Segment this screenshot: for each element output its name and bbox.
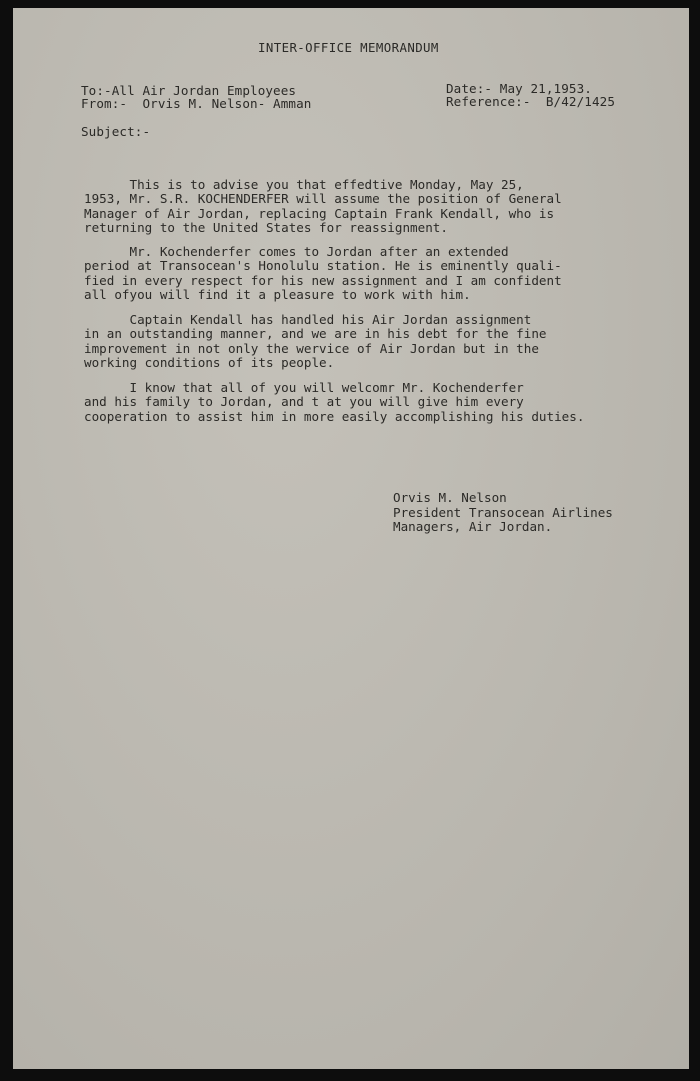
- body-line: This is to advise you that effedtive Monday, May 25,: [84, 177, 524, 192]
- memo-from: From:- Orvis M. Nelson- Amman: [81, 96, 312, 111]
- body-line: and his family to Jordan, and t at you will give him every: [84, 394, 524, 410]
- signature-name: Orvis M. Nelson: [393, 490, 507, 505]
- body-line: period at Transocean's Honolulu station. He is eminently quali-: [84, 258, 562, 274]
- memo-title: INTER-OFFICE MEMORANDUM: [258, 40, 439, 55]
- signature-block: [393, 491, 613, 535]
- memo-subject: Subject:-: [81, 124, 151, 139]
- body-line: working conditions of its people.: [84, 354, 335, 370]
- body-line: I know that all of you will welcomr Mr. Kochenderfer: [84, 380, 524, 395]
- body-line: cooperation to assist him in more easily accomplishing his duties.: [84, 408, 585, 424]
- body-line: 1953, Mr. S.R. KOCHENDERFER will assume the position of General: [84, 191, 562, 207]
- signature-title: President Transocean Airlines: [393, 504, 613, 520]
- body-paragraph-1: [84, 178, 644, 235]
- memo-to: To:-All Air Jordan Employees: [81, 83, 297, 98]
- body-line: Captain Kendall has handled his Air Jordan assignment: [84, 312, 532, 327]
- memo-paper: [13, 8, 689, 1069]
- memo-reference: Reference:- B/42/1425: [446, 94, 616, 109]
- body-line: fied in every respect for his new assignment and I am confident: [84, 272, 562, 288]
- body-paragraph-2: [84, 245, 644, 302]
- body-paragraph-4: [84, 381, 644, 424]
- body-paragraph-3: [84, 313, 644, 370]
- signature-title-2: Managers, Air Jordan.: [393, 519, 553, 534]
- body-line: all ofyou will find it a pleasure to work with him.: [84, 286, 471, 302]
- memo-date: Date:- May 21,1953.: [446, 81, 592, 96]
- body-line: Mr. Kochenderfer comes to Jordan after an extended: [84, 244, 509, 259]
- body-line: in an outstanding manner, and we are in his debt for the fine: [84, 326, 547, 342]
- body-line: Manager of Air Jordan, replacing Captain Frank Kendall, who is: [84, 205, 555, 221]
- body-line: improvement in not only the wervice of Air Jordan but in the: [84, 340, 539, 356]
- body-line: returning to the United States for reassignment.: [84, 219, 448, 235]
